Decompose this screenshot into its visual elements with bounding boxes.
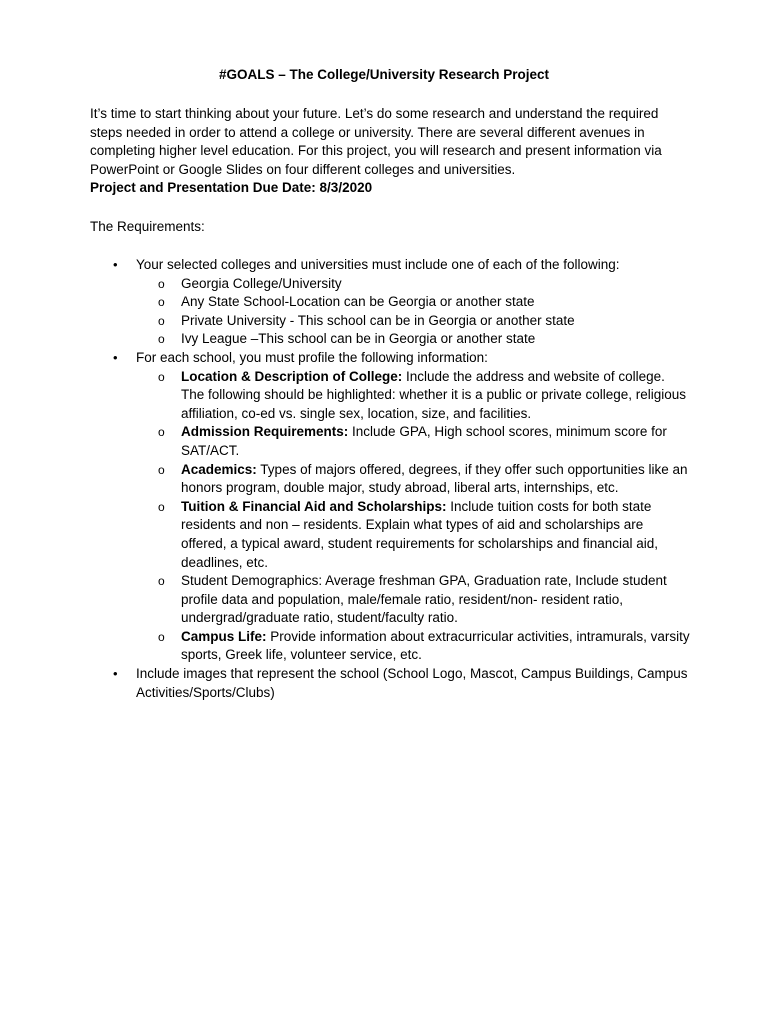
sub-list-item bbox=[90, 461, 690, 498]
sub-item-bold: Academics: bbox=[181, 461, 257, 477]
sub-list-item bbox=[90, 572, 690, 628]
sub-list-item bbox=[90, 312, 690, 331]
sub-item-text: Include GPA, High school scores, minimum score for SAT/ACT. bbox=[181, 424, 667, 458]
bullet-icon: • bbox=[113, 666, 118, 682]
sub-item-text: Ivy League –This school can be in Georgia or another state bbox=[181, 331, 536, 347]
sub-list-item bbox=[90, 368, 690, 424]
circle-bullet-icon: o bbox=[158, 276, 165, 291]
list-item-text: Include images that represent the school (School Logo, Mascot, Campus Buildings, Campus Activities/Sports/Clubs) bbox=[136, 666, 688, 700]
circle-bullet-icon: o bbox=[158, 462, 165, 477]
list-item bbox=[90, 256, 690, 349]
sub-item-bold: Location & Description of College: bbox=[181, 368, 403, 384]
sub-item-text: Provide information about extracurricular activities, intramurals, varsity sports, Greek life, volunteer service, etc. bbox=[181, 628, 690, 663]
sub-list-item bbox=[90, 498, 690, 572]
bullet-icon: • bbox=[113, 349, 118, 365]
bullet-icon: • bbox=[113, 257, 118, 272]
sub-item-bold: Admission Requirements: bbox=[181, 424, 349, 440]
list-item-text: Your selected colleges and universities must include one of each of the following: bbox=[136, 257, 620, 272]
circle-bullet-icon: o bbox=[158, 295, 165, 310]
circle-bullet-icon: o bbox=[158, 332, 165, 347]
requirements-heading: The Requirements: bbox=[90, 219, 205, 234]
sub-item-text: Types of majors offered, degrees, if they offer such opportunities like an honors program, double major, study abroad, liberal arts, internships, etc. bbox=[181, 461, 688, 496]
circle-bullet-icon: o bbox=[158, 369, 165, 384]
circle-bullet-icon: o bbox=[158, 629, 165, 644]
sub-list-item bbox=[90, 423, 690, 460]
document-title: #GOALS – The College/University Research Project bbox=[218, 67, 550, 82]
list-item-text: For each school, you must profile the following information: bbox=[136, 349, 488, 365]
sub-item-text: Georgia College/University bbox=[181, 275, 342, 291]
sub-list-item bbox=[90, 293, 690, 312]
intro-section bbox=[90, 105, 670, 198]
sub-list-item bbox=[90, 330, 690, 349]
list-item bbox=[90, 665, 690, 702]
sub-item-text: Include the address and website of college. The following should be highlighted: whether it is a public or private college, religious affiliation, co-ed vs. single sex, location, size, and facilities. bbox=[181, 368, 687, 421]
circle-bullet-icon: o bbox=[158, 574, 165, 589]
circle-bullet-icon: o bbox=[158, 313, 165, 328]
sub-item-text: Student Demographics: Average freshman GPA, Graduation rate, Include student profile data and population, male/female ratio, resident/non- resident ratio, undergrad/graduate ratio, student/faculty ratio. bbox=[181, 573, 667, 626]
circle-bullet-icon: o bbox=[158, 499, 165, 514]
sub-item-text: Include tuition costs for both state residents and non – residents. Explain what types of aid and scholarships are offered, a typical award, student requirements for scholarships and financial aid, deadlines, etc. bbox=[181, 498, 659, 570]
list-item bbox=[90, 349, 690, 665]
circle-bullet-icon: o bbox=[158, 425, 165, 440]
sub-list bbox=[136, 368, 690, 666]
sub-item-text: Any State School-Location can be Georgia or another state bbox=[181, 294, 535, 310]
sub-list-item bbox=[90, 628, 690, 665]
intro-paragraph: It’s time to start thinking about your future. Let’s do some research and understand the required steps needed in order to attend a college or university. There are several different avenues in completing higher level education. For this project, you will research and present information via PowerPoint or Google Slides on four different colleges and universities. bbox=[90, 106, 662, 177]
sub-item-bold: Tuition & Financial Aid and Scholarships: bbox=[181, 498, 447, 514]
sub-list bbox=[136, 275, 690, 349]
due-date: Project and Presentation Due Date: 8/3/2020 bbox=[90, 180, 373, 195]
sub-item-text: Private University - This school can be in Georgia or another state bbox=[181, 312, 575, 328]
sub-list-item bbox=[90, 275, 690, 294]
requirements-list bbox=[90, 256, 690, 702]
sub-item-bold: Campus Life: bbox=[181, 628, 267, 644]
